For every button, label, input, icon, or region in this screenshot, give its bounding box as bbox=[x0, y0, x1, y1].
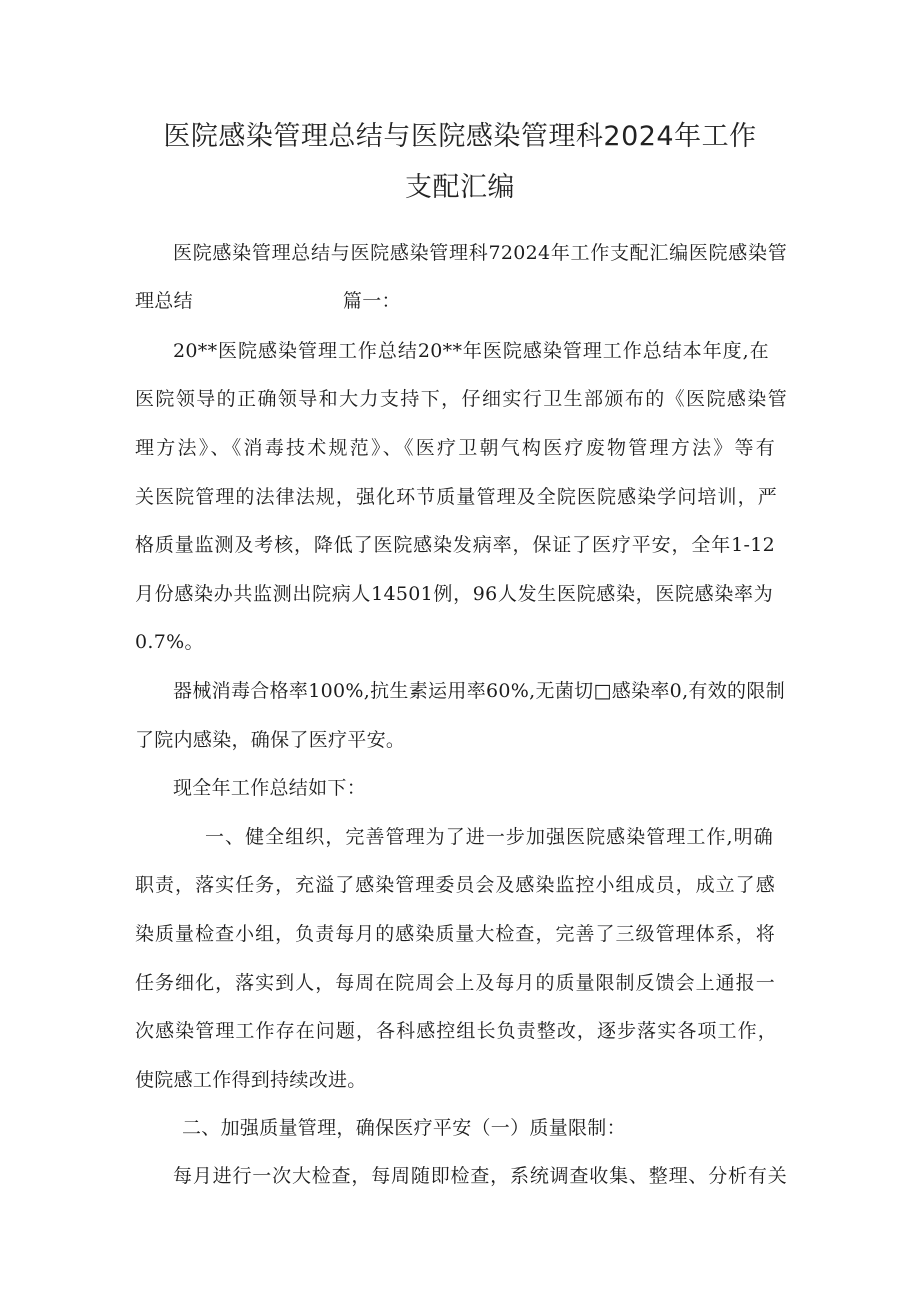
paragraph-3: 现全年工作总结如下： bbox=[173, 777, 367, 799]
paragraph-2-line-1: 器械消毒合格率100%,抗生素运用率60%,无菌切□感染率0,有效的限制 bbox=[173, 680, 785, 702]
paragraph-6-line-1: 每月进行一次大检查，每周随即检查，系统调查收集、整理、分析有关 bbox=[173, 1165, 787, 1187]
paragraph-1-line-2: 医院领导的正确领导和大力支持下，仔细实行卫生部颁布的《医院感染管 bbox=[135, 388, 787, 410]
paragraph-1-line-6: 月份感染办共监测出院病人14501例，96人发生医院感染，医院感染率为 bbox=[135, 583, 773, 605]
paragraph-4-line-1: 一、健全组织，完善管理为了进一步加强医院感染管理工作,明确 bbox=[205, 826, 773, 848]
paragraph-4-line-5: 次感染管理工作存在问题，各科感控组长负责整改，逐步落实各项工作， bbox=[135, 1020, 777, 1042]
paragraph-1-line-4: 关医院管理的法律法规，强化环节质量管理及全院医院感染学问培训，严 bbox=[135, 486, 777, 508]
document-title-line-2: 支配汇编 bbox=[405, 172, 515, 203]
paragraph-1-line-7: 0.7%。 bbox=[135, 631, 204, 653]
document-title-line-1: 医院感染管理总结与医院感染管理科2024年工作 bbox=[163, 121, 757, 152]
section-heading-2: 二、加强质量管理，确保医疗平安（一）质量限制： bbox=[182, 1117, 626, 1139]
paragraph-1-line-5: 格质量监测及考核，降低了医院感染发病率，保证了医疗平安，全年1-12 bbox=[135, 534, 775, 556]
paragraph-4-line-4: 任务细化，落实到人，每周在院周会上及每月的质量限制反馈会上通报一 bbox=[135, 972, 775, 994]
paragraph-1-line-3: 理方法》、《消毒技术规范》、《医疗卫朝气构医疗废物管理方法》等有 bbox=[135, 437, 775, 459]
intro-line-2 bbox=[135, 286, 401, 313]
intro-line-1: 医院感染管理总结与医院感染管理科72024年工作支配汇编医院感染管 bbox=[173, 242, 787, 264]
paragraph-4-line-3: 染质量检查小组，负责每月的感染质量大检查，完善了三级管理体系，将 bbox=[135, 923, 775, 945]
paragraph-4-line-2: 职责，落实任务，充溢了感染管理委员会及感染监控小组成员，成立了感 bbox=[135, 874, 775, 896]
paragraph-4-line-6: 使院感工作得到持续改进。 bbox=[135, 1069, 367, 1091]
intro-chapter-label: 篇一： bbox=[342, 290, 401, 312]
intro-line-2-label: 理总结 bbox=[135, 290, 193, 312]
paragraph-2-line-2: 了院内感染，确保了医疗平安。 bbox=[135, 729, 406, 751]
paragraph-1-line-1: 20**医院感染管理工作总结20**年医院感染管理工作总结本年度,在 bbox=[173, 340, 769, 362]
